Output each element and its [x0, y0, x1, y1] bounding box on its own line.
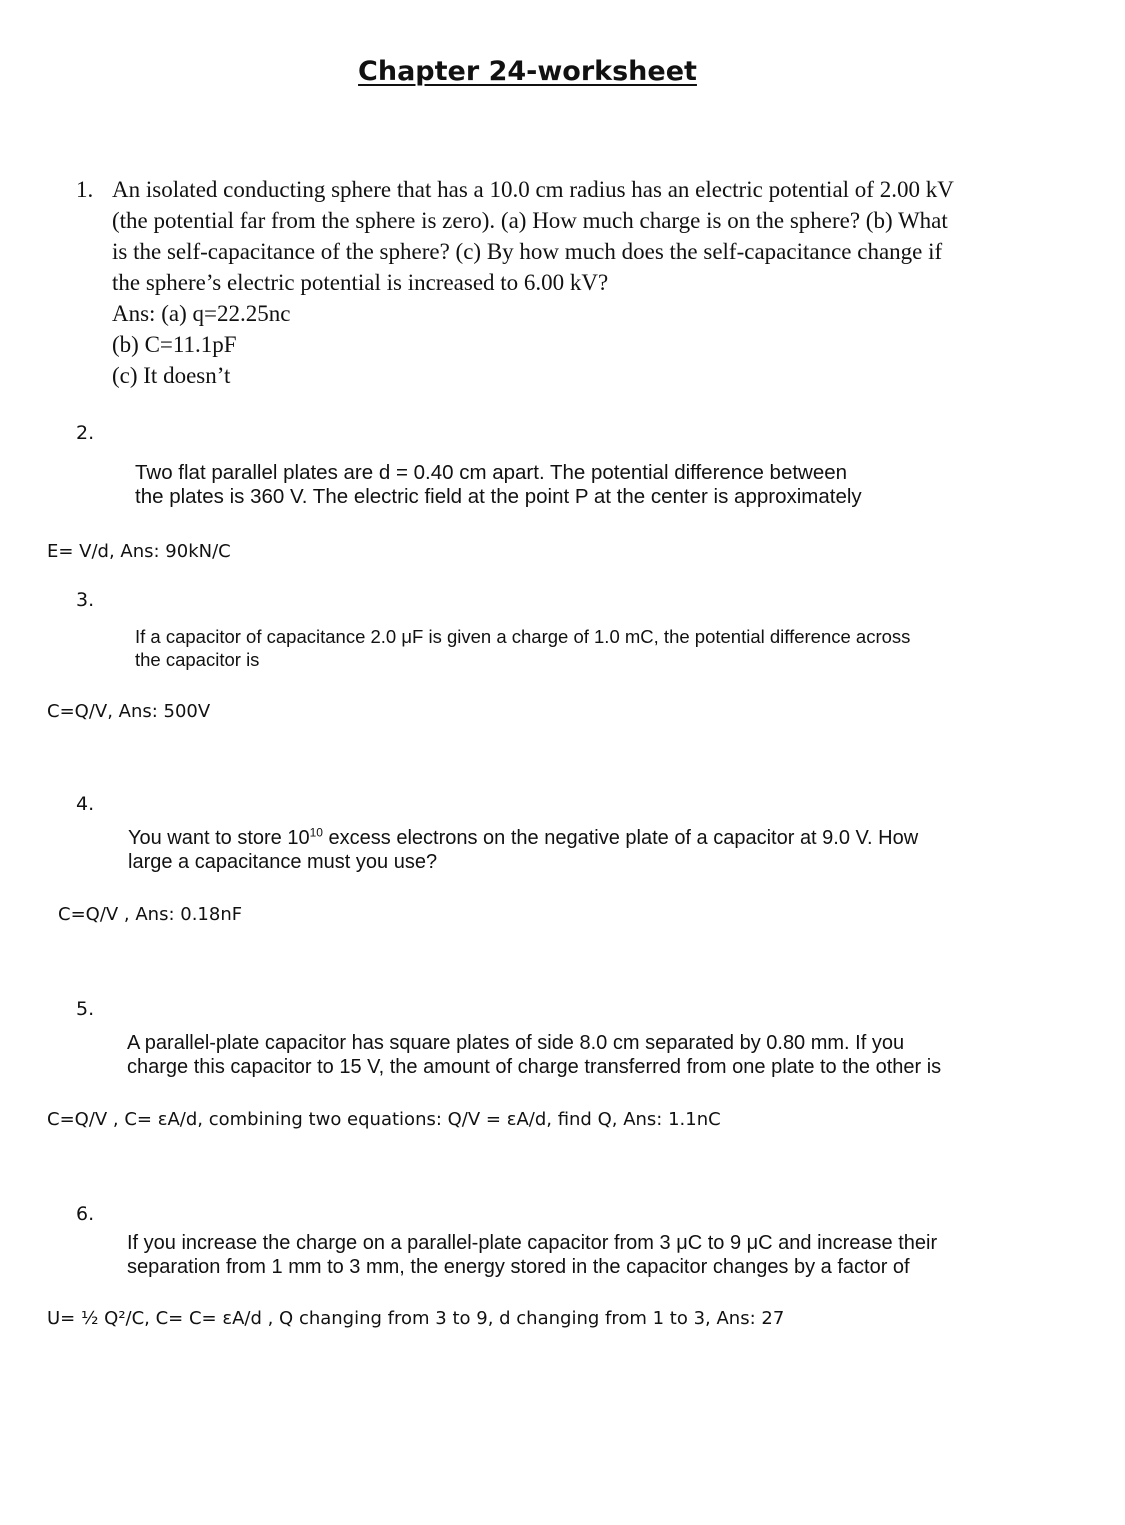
question-3-number: 3.	[76, 589, 95, 611]
question-6	[127, 1231, 937, 1279]
question-2	[135, 461, 862, 509]
question-6-answer: U= ½ Q²/C, C= C= εA/d , Q changing from 3 to 9, d changing from 1 to 3, Ans: 27	[47, 1308, 785, 1329]
question-4-answer: C=Q/V , Ans: 0.18nF	[58, 904, 243, 925]
exponent: 10	[309, 825, 323, 840]
question-3-line-1: If a capacitor of capacitance 2.0 μF is given a charge of 1.0 mC, the potential difference across	[135, 626, 911, 647]
question-1-line-1: An isolated conducting sphere that has a 10.0 cm radius has an electric potential of 2.00 kV	[112, 177, 954, 202]
question-3-answer: C=Q/V, Ans: 500V	[47, 701, 211, 722]
question-1-line-2: (the potential far from the sphere is zero). (a) How much charge is on the sphere? (b) What	[112, 208, 948, 233]
question-4-line-2: large a capacitance must you use?	[128, 851, 438, 873]
question-4-line-1: You want to store $10^{10}$ excess electrons on the negative plate of a capacitor at 9.0 V. How	[128, 825, 919, 849]
question-3	[135, 625, 910, 671]
question-5-answer: C=Q/V , C= εA/d, combining two equations: Q/V = εA/d, find Q, Ans: 1.1nC	[47, 1109, 721, 1130]
question-6-line-2: separation from 1 mm to 3 mm, the energy stored in the capacitor changes by a factor of	[127, 1256, 910, 1278]
question-6-line-1: If you increase the charge on a parallel-plate capacitor from 3 μC to 9 μC and increase their	[127, 1232, 938, 1254]
question-2-line-2: the plates is 360 V. The electric field at the point P at the center is approximately	[135, 485, 862, 508]
question-1-answer-c: (c) It doesn’t	[112, 363, 231, 388]
question-2-line-1: Two flat parallel plates are d = 0.40 cm apart. The potential difference between	[135, 461, 848, 484]
question-1-line-4: the sphere’s electric potential is increased to 6.00 kV?	[112, 270, 609, 295]
question-2-number: 2.	[76, 422, 95, 444]
question-3-line-2: the capacitor is	[135, 649, 260, 670]
question-1	[112, 174, 1017, 391]
question-1-answer-a: Ans: (a) q=22.25nc	[112, 301, 291, 326]
question-1-answer-b: (b) C=11.1pF	[112, 332, 237, 357]
question-1-number: 1.	[76, 177, 94, 202]
question-5-number: 5.	[76, 998, 95, 1020]
question-2-answer: E= V/d, Ans: 90kN/C	[47, 541, 231, 562]
question-5-line-2: charge this capacitor to 15 V, the amount of charge transferred from one plate to the other is	[127, 1056, 942, 1078]
question-4	[128, 826, 918, 874]
page-title: Chapter 24-worksheet	[358, 56, 697, 87]
question-5	[127, 1031, 941, 1079]
question-6-number: 6.	[76, 1203, 95, 1225]
question-4-number: 4.	[76, 793, 95, 815]
question-5-line-1: A parallel-plate capacitor has square plates of side 8.0 cm separated by 0.80 mm. If you	[127, 1032, 905, 1054]
question-1-line-3: is the self-capacitance of the sphere? (c) By how much does the self-capacitance change if	[112, 239, 943, 264]
